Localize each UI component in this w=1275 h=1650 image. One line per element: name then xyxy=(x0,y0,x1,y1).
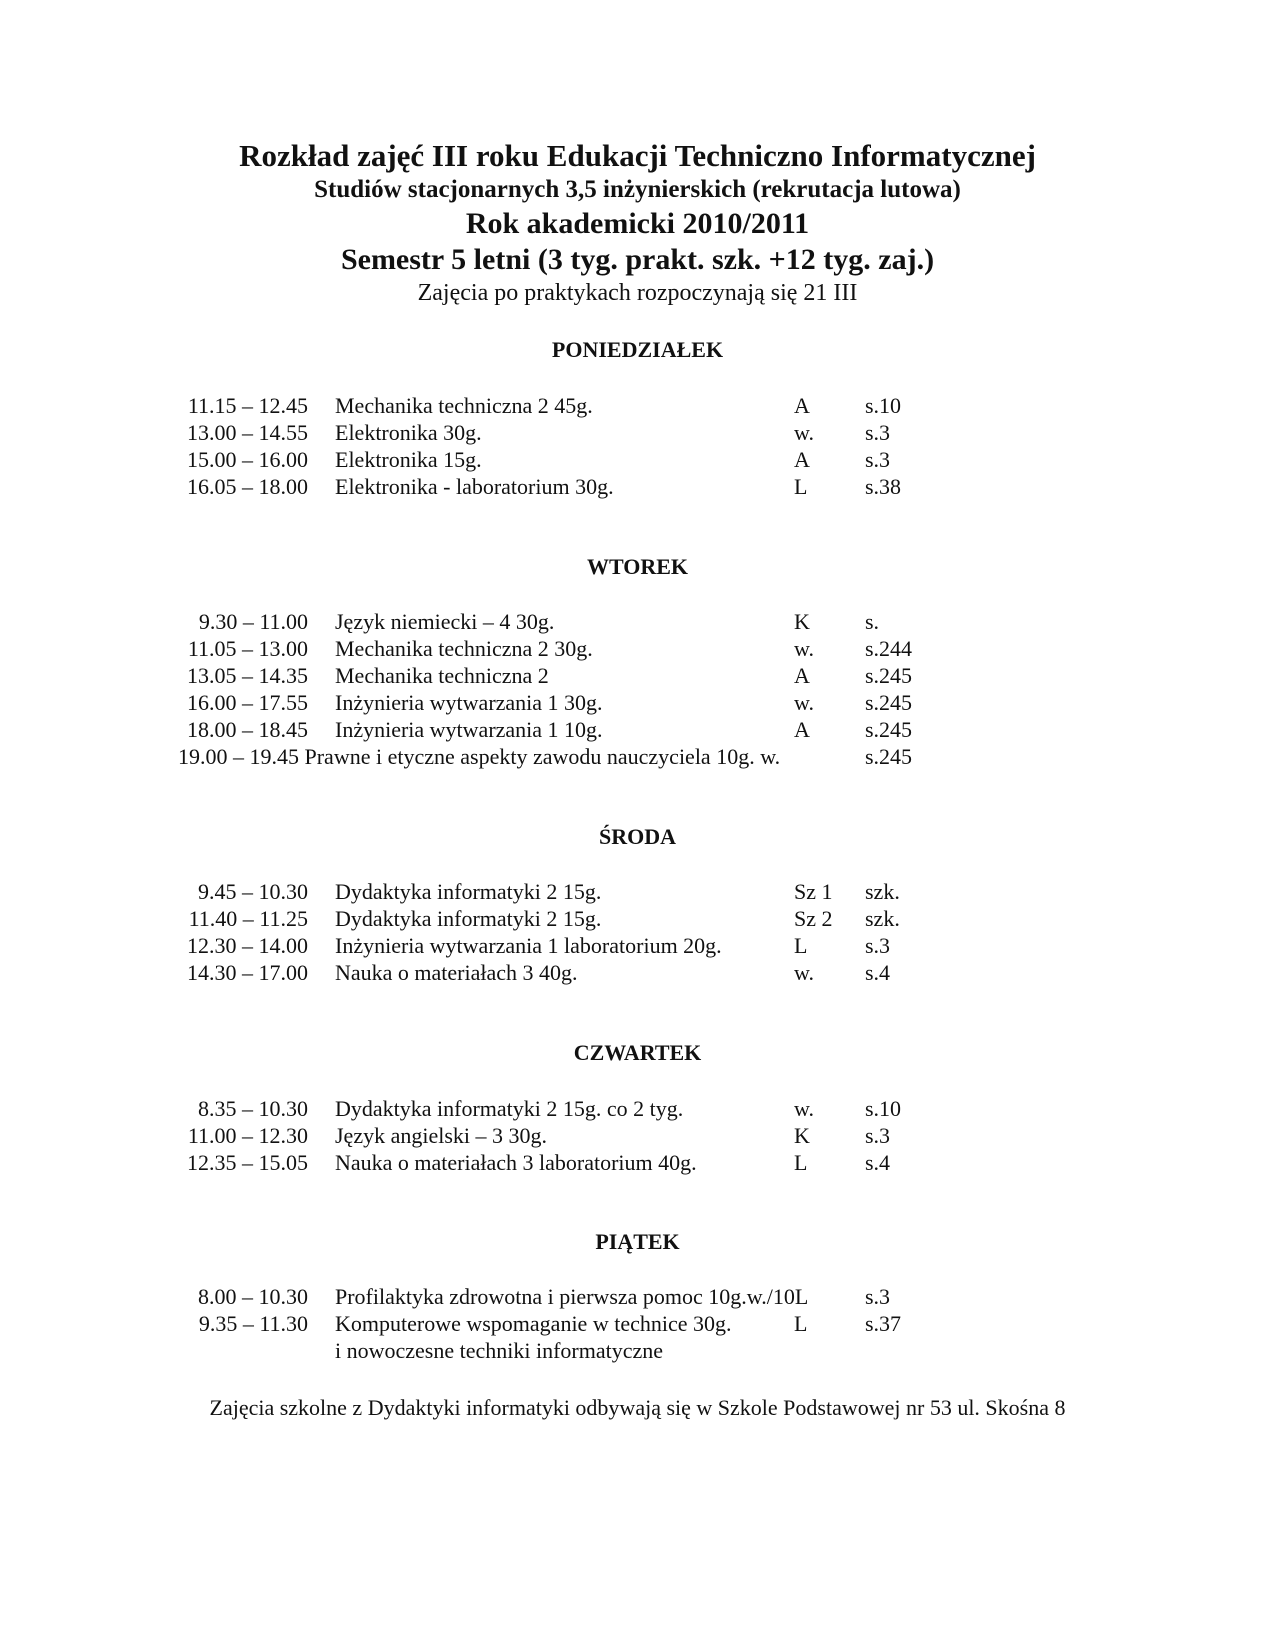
class-time: 16.00 – 17.55 xyxy=(187,690,308,715)
class-subject: Język angielski – 3 30g. xyxy=(335,1123,548,1148)
class-time: 9.35 – 11.30 xyxy=(198,1311,308,1336)
class-subject: Dydaktyka informatyki 2 15g. xyxy=(335,906,602,931)
class-room: s.10 xyxy=(865,1096,902,1121)
class-room: s.3 xyxy=(865,447,891,472)
class-time: 13.05 – 14.35 xyxy=(187,663,308,688)
class-type: K xyxy=(794,609,810,634)
class-subject: Elektronika 30g. xyxy=(335,420,482,445)
class-time: 11.00 – 12.30 xyxy=(187,1123,308,1148)
class-time: 9.30 – 11.00 xyxy=(198,609,308,634)
class-time: 11.15 – 12.45 xyxy=(187,393,308,418)
class-room: s.4 xyxy=(865,960,891,985)
class-type: w. xyxy=(794,960,814,985)
table-row xyxy=(0,1123,1275,1150)
class-time: 14.30 – 17.00 xyxy=(187,960,308,985)
day-heading-tuesday: WTOREK xyxy=(586,554,689,579)
class-subject: Elektronika 15g. xyxy=(335,447,482,472)
class-type: w. xyxy=(794,636,814,661)
class-time: 12.35 – 15.05 xyxy=(187,1150,308,1175)
class-subject: Inżynieria wytwarzania 1 10g. xyxy=(335,717,603,742)
table-row xyxy=(0,1311,1275,1338)
class-time: 11.40 – 11.25 xyxy=(188,906,308,931)
class-entry-full: 19.00 – 19.45 Prawne i etyczne aspekty zawodu nauczyciela 10g. w. xyxy=(178,744,781,769)
class-type: L xyxy=(794,933,808,958)
class-room: s.3 xyxy=(865,1123,891,1148)
class-room: s.10 xyxy=(865,393,902,418)
class-room: szk. xyxy=(865,879,900,904)
table-row xyxy=(0,717,1275,744)
table-row xyxy=(0,1338,1275,1365)
table-row xyxy=(0,906,1275,933)
table-row xyxy=(0,393,1275,420)
class-time: 11.05 – 13.00 xyxy=(187,636,308,661)
class-room: s. xyxy=(865,609,880,634)
class-subject: Elektronika - laboratorium 30g. xyxy=(335,474,614,499)
class-subject: Komputerowe wspomaganie w technice 30g. xyxy=(335,1311,732,1336)
class-room: szk. xyxy=(865,906,900,931)
day-heading-wednesday: ŚRODA xyxy=(598,824,676,849)
table-row xyxy=(0,879,1275,906)
class-type: A xyxy=(794,393,810,418)
class-type: w. xyxy=(794,1096,814,1121)
class-time: 13.00 – 14.55 xyxy=(187,420,308,445)
class-subject: Dydaktyka informatyki 2 15g. co 2 tyg. xyxy=(335,1096,684,1121)
class-room: s.245 xyxy=(865,717,913,742)
class-time: 8.35 – 10.30 xyxy=(198,1096,308,1121)
table-row xyxy=(0,1284,1275,1311)
class-room: s.37 xyxy=(865,1311,902,1336)
class-subject: Mechanika techniczna 2 45g. xyxy=(335,393,593,418)
semester-info: Semestr 5 letni (3 tyg. prakt. szk. +12 tyg. zaj.) xyxy=(340,243,935,276)
class-subject: Inżynieria wytwarzania 1 30g. xyxy=(335,690,603,715)
class-room: s.38 xyxy=(865,474,902,499)
table-row xyxy=(0,663,1275,690)
class-type: Sz 1 xyxy=(794,879,833,904)
class-type: w. xyxy=(794,420,814,445)
table-row xyxy=(0,1096,1275,1123)
schedule-title: Rozkład zajęć III roku Edukacji Techniczno Informatycznej xyxy=(239,138,1036,173)
class-type: L xyxy=(794,1311,808,1336)
table-row xyxy=(0,609,1275,636)
class-subject: Nauka o materiałach 3 laboratorium 40g. xyxy=(335,1150,697,1175)
class-time: 8.00 – 10.30 xyxy=(198,1284,308,1309)
class-type: K xyxy=(794,1123,810,1148)
class-room: s.245 xyxy=(865,663,913,688)
day-heading-thursday: CZWARTEK xyxy=(573,1040,702,1065)
start-note: Zajęcia po praktykach rozpoczynają się 21 III xyxy=(417,280,858,306)
class-subject: Mechanika techniczna 2 xyxy=(335,663,549,688)
class-type: L xyxy=(794,1150,808,1175)
day-heading-monday: PONIEDZIAŁEK xyxy=(551,337,724,362)
table-row xyxy=(0,933,1275,960)
footer-note: Zajęcia szkolne z Dydaktyki informatyki odbywają się w Szkole Podstawowej nr 53 ul. Skośna 8 xyxy=(209,1395,1066,1420)
class-room: s.3 xyxy=(865,1284,891,1309)
class-time: 12.30 – 14.00 xyxy=(187,933,308,958)
academic-year: Rok akademicki 2010/2011 xyxy=(465,207,810,240)
class-room: s.4 xyxy=(865,1150,891,1175)
table-row xyxy=(0,690,1275,717)
class-subject: Dydaktyka informatyki 2 15g. xyxy=(335,879,602,904)
class-room: s.3 xyxy=(865,933,891,958)
class-type: L xyxy=(794,474,808,499)
class-room: s.244 xyxy=(865,636,913,661)
table-row xyxy=(0,744,1275,771)
class-room: s.3 xyxy=(865,420,891,445)
schedule-subtitle: Studiów stacjonarnych 3,5 inżynierskich (rekrutacja lutowa) xyxy=(314,176,961,203)
class-time: 9.45 – 10.30 xyxy=(198,879,308,904)
class-type: Sz 2 xyxy=(794,906,833,931)
class-type: A xyxy=(794,717,810,742)
class-type: A xyxy=(794,447,810,472)
class-room: s.245 xyxy=(865,744,913,769)
table-row xyxy=(0,474,1275,501)
table-row xyxy=(0,447,1275,474)
day-heading-friday: PIĄTEK xyxy=(595,1229,680,1254)
class-time: 16.05 – 18.00 xyxy=(187,474,308,499)
table-row xyxy=(0,420,1275,447)
class-subject: Nauka o materiałach 3 40g. xyxy=(335,960,578,985)
class-subject: Inżynieria wytwarzania 1 laboratorium 20g. xyxy=(335,933,722,958)
class-subject-continuation: i nowoczesne techniki informatyczne xyxy=(335,1338,664,1363)
table-row xyxy=(0,1150,1275,1177)
class-subject: Mechanika techniczna 2 30g. xyxy=(335,636,593,661)
class-type: w. xyxy=(794,690,814,715)
table-row xyxy=(0,636,1275,663)
class-time: 18.00 – 18.45 xyxy=(187,717,308,742)
table-row xyxy=(0,960,1275,987)
class-room: s.245 xyxy=(865,690,913,715)
class-type: A xyxy=(794,663,810,688)
class-subject: Język niemiecki – 4 30g. xyxy=(335,609,555,634)
class-time: 15.00 – 16.00 xyxy=(187,447,308,472)
class-subject: Profilaktyka zdrowotna i pierwsza pomoc 10g.w./10L xyxy=(335,1284,809,1309)
